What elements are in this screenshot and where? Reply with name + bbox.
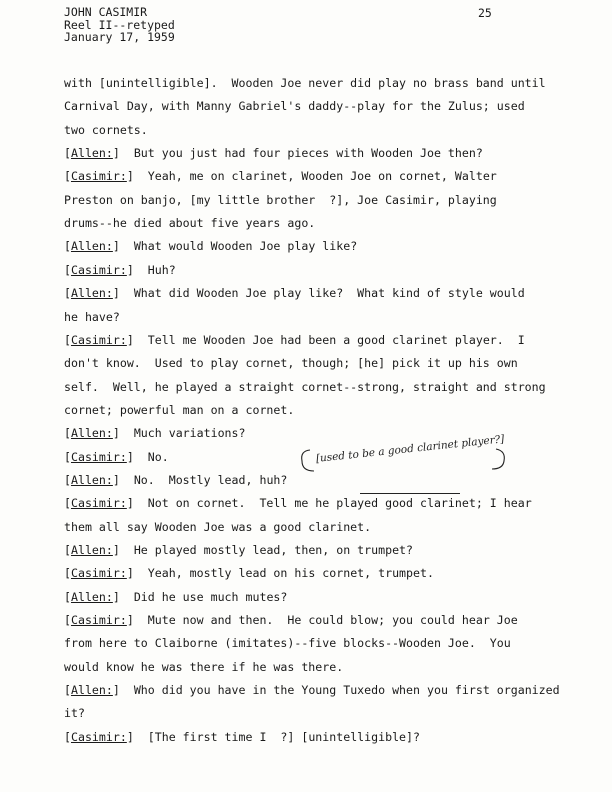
transcript-line [64,333,525,347]
speaker-label: Casimir: [70,262,127,277]
line-text: two cornets. [64,122,148,137]
speaker-label: Allen: [70,683,113,698]
speaker-bracket-close: ] [112,146,120,161]
speaker-bracket-open: [ [64,262,71,277]
transcript-line [64,239,357,253]
speaker-bracket-close: ] [126,613,134,628]
speaker-bracket-close: ] [126,449,134,464]
page-number: 25 [478,6,492,20]
transcript-line [64,169,497,183]
line-text: self. Well, he played a straight cornet--strong, straight and strong [64,379,546,394]
transcript-line [64,76,546,90]
speaker-label: Casimir: [70,729,127,744]
line-text: Preston on banjo, [my little brother ?], Joe Casimir, playing [64,192,497,207]
transcript-line [64,683,560,697]
line-text: Carnival Day, with Manny Gabriel's daddy--play for the Zulus; used [64,99,525,114]
transcript-line [64,216,315,230]
speaker-bracket-open: [ [64,332,71,347]
reel-label: Reel II--retyped [64,17,175,32]
transcript-line [64,310,120,324]
transcript-line [64,590,287,604]
speaker-bracket-open: [ [64,543,71,557]
interview-date: January 17, 1959 [64,30,175,44]
speaker-bracket-close: ] [126,262,134,277]
speaker-bracket-open: [ [64,286,71,301]
strikethrough-mark [360,493,460,494]
transcript-line [64,543,413,557]
speaker-label: Casimir: [70,449,127,464]
speaker-bracket-open: [ [64,449,71,464]
speaker-bracket-open: [ [64,146,71,161]
line-text: [The first time I ?] [unintelligible]? [133,729,420,744]
speaker-bracket-close: ] [126,496,134,511]
speaker-label: Allen: [70,426,113,441]
line-text: Not on cornet. Tell me he played good clarinet; I hear [133,496,532,511]
line-text: He played mostly lead, then, on trumpet? [119,543,414,557]
transcript-line [64,403,294,417]
transcript-line [64,636,511,650]
line-text: Who did you have in the Young Tuxedo when you first organized [119,683,560,698]
speaker-bracket-close: ] [126,566,134,581]
transcript-line [64,193,497,207]
line-text: Yeah, mostly lead on his cornet, trumpet. [133,566,434,581]
speaker-bracket-close: ] [112,286,120,301]
line-text: it? [64,706,85,721]
transcript-line [64,730,420,744]
transcript-line [64,613,518,627]
line-text: Huh? [133,262,176,277]
line-text: with [unintelligible]. Wooden Joe never did play no brass band until [64,76,546,90]
speaker-label: Allen: [70,543,113,557]
line-text: No. [133,449,169,464]
transcript-line [64,706,85,720]
line-text: from here to Claiborne (imitates)--five blocks--Wooden Joe. You [64,636,511,651]
speaker-bracket-close: ] [126,332,134,347]
speaker-bracket-close: ] [126,729,134,744]
line-text: Mute now and then. He could blow; you could hear Joe [133,613,518,628]
line-text: he have? [64,309,120,324]
line-text: drums--he died about five years ago. [64,216,316,231]
transcript-line [64,380,546,394]
speaker-label: Allen: [70,146,113,161]
speaker-bracket-open: [ [64,729,71,744]
speaker-label: Allen: [70,239,113,254]
line-text: Yeah, me on clarinet, Wooden Joe on cornet, Walter [133,169,497,184]
transcript-line [64,426,246,440]
speaker-bracket-open: [ [64,613,71,628]
transcript-line [64,496,532,510]
transcript-line [64,660,343,674]
speaker-bracket-open: [ [64,239,71,254]
speaker-bracket-open: [ [64,472,71,487]
speaker-label: Casimir: [70,613,127,628]
transcript-line [64,520,371,534]
speaker-label: Casimir: [70,566,127,581]
speaker-bracket-close: ] [112,239,120,254]
transcript-line [64,286,525,300]
speaker-label: Allen: [70,286,113,301]
transcript-line [64,263,176,277]
speaker-bracket-close: ] [112,543,120,557]
transcript-line [64,450,169,464]
line-text: would know he was there if he was there. [64,659,344,674]
transcript-line [64,99,525,113]
speaker-bracket-close: ] [112,589,120,604]
line-text: Tell me Wooden Joe had been a good clarinet player. I [133,332,525,347]
speaker-label: Casimir: [70,332,127,347]
line-text: don't know. Used to play cornet, though; [he] pick it up his own [64,356,518,371]
line-text: What did Wooden Joe play like? What kind of style would [119,286,525,301]
speaker-bracket-open: [ [64,683,71,698]
speaker-label: Casimir: [70,496,127,511]
speaker-label: Allen: [70,589,113,604]
line-text: them all say Wooden Joe was a good clarinet. [64,519,372,534]
handwritten-note: [used to be a good clarinet player?] [315,433,505,465]
speaker-bracket-open: [ [64,169,71,184]
speaker-bracket-open: [ [64,589,71,604]
interviewee-name: JOHN CASIMIR [64,5,148,19]
speaker-bracket-open: [ [64,426,71,441]
transcript-line [64,356,518,370]
speaker-bracket-close: ] [126,169,134,184]
speaker-bracket-open: [ [64,496,71,511]
speaker-bracket-open: [ [64,566,71,581]
transcript-line [64,146,483,160]
speaker-bracket-close: ] [112,472,120,487]
transcript-line [64,473,287,487]
line-text: Did he use much mutes? [119,589,288,604]
transcript-line [64,566,434,580]
line-text: No. Mostly lead, huh? [119,472,288,487]
speaker-label: Allen: [70,472,113,487]
line-text: What would Wooden Joe play like? [119,239,358,254]
speaker-label: Casimir: [70,169,127,184]
line-text: But you just had four pieces with Wooden Joe then? [119,146,483,161]
line-text: cornet; powerful man on a cornet. [64,402,295,417]
document-header [64,6,175,44]
line-text: Much variations? [119,426,246,441]
speaker-bracket-close: ] [112,683,120,698]
transcript-line [64,123,148,137]
handwritten-annotation [296,433,510,475]
speaker-bracket-close: ] [112,426,120,441]
